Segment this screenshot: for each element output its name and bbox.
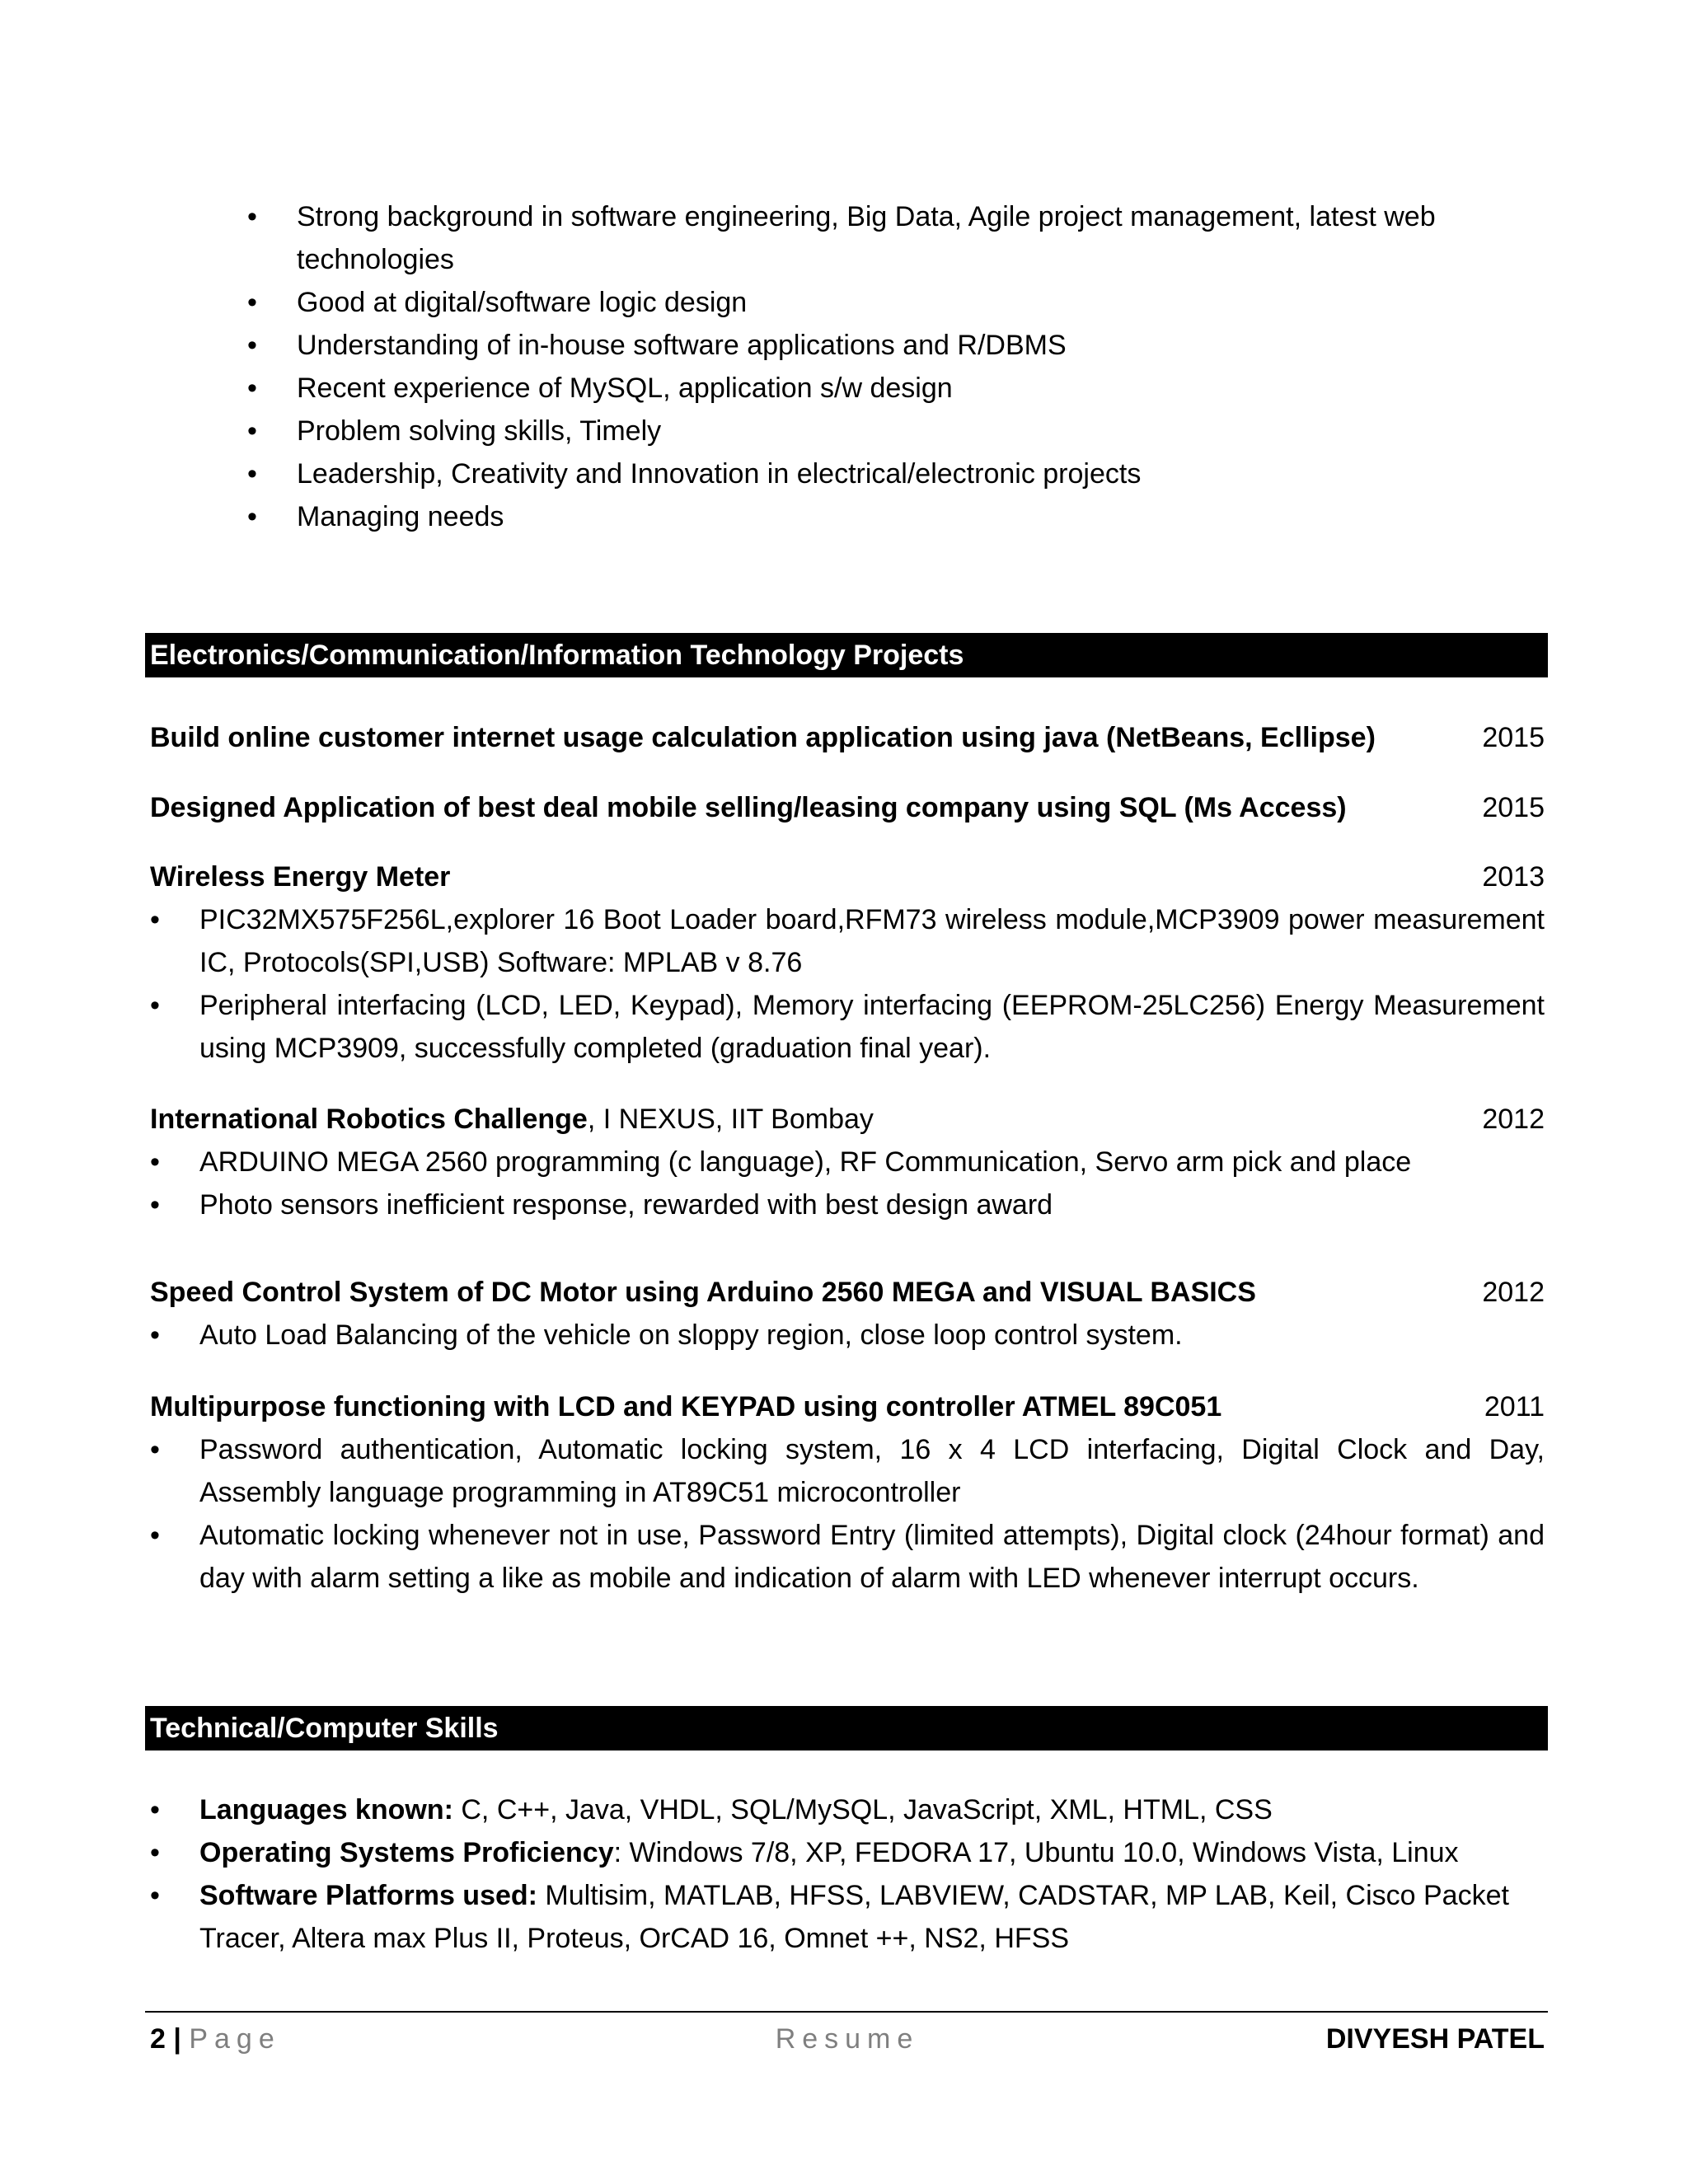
list-item	[150, 1788, 1545, 1831]
project-year: 2015	[1482, 792, 1545, 823]
list-item: • Good at digital/software logic design	[247, 281, 1484, 324]
skill-text: C, C++, Java, VHDL, SQL/MySQL, JavaScript, XML, HTML, CSS	[452, 1794, 1273, 1825]
project-bullets	[150, 1314, 1545, 1357]
project-entry	[150, 1385, 1545, 1600]
list-item: • Leadership, Creativity and Innovation in electrical/electronic projects	[247, 452, 1484, 495]
project-title: Designed Application of best deal mobile selling/leasing company using SQL (Ms Access)	[150, 792, 1347, 823]
skills-list	[150, 1788, 1545, 1960]
skill-label: Languages known:	[199, 1794, 453, 1825]
bullet-icon: •	[247, 415, 257, 447]
project-entry	[150, 1098, 1545, 1226]
project-year: 2015	[1482, 722, 1545, 753]
bullet-icon: •	[150, 1880, 160, 1911]
project-bullets	[150, 898, 1545, 1070]
bullet-icon: •	[150, 1319, 160, 1351]
list-item: • Strong background in software engineering, Big Data, Agile project management, latest web technologies	[247, 195, 1484, 281]
bullet-icon: •	[150, 1520, 160, 1551]
bullet-icon: •	[247, 373, 257, 404]
project-year: 2011	[1484, 1391, 1545, 1422]
project-entry	[150, 716, 1545, 759]
project-entry	[150, 786, 1545, 829]
bullet-icon: •	[247, 287, 257, 318]
project-title: Build online customer internet usage calculation application using java (NetBeans, Ecllipse)	[150, 722, 1376, 753]
footer-separator: |	[173, 2023, 181, 2055]
page-label: Page	[189, 2023, 281, 2055]
page-footer	[150, 2018, 1545, 2060]
bullet-icon: •	[247, 458, 257, 490]
author-name: DIVYESH PATEL	[1325, 2023, 1545, 2055]
projects-section-heading: Electronics/Communication/Information Technology Projects	[145, 633, 1548, 677]
project-entry	[150, 855, 1545, 1070]
project-year: 2012	[1482, 1277, 1545, 1308]
list-item: • Problem solving skills, Timely	[247, 410, 1484, 452]
bullet-icon: •	[150, 1434, 160, 1465]
bullet-icon: •	[247, 201, 257, 232]
project-title: Speed Control System of DC Motor using Arduino 2560 MEGA and VISUAL BASICS	[150, 1277, 1256, 1308]
list-item: • PIC32MX575F256L,explorer 16 Boot Loader board,RFM73 wireless module,MCP3909 power measurement IC, Protocols(SPI,USB) Software: MPLAB v 8.76	[150, 898, 1545, 984]
project-title: International Robotics Challenge	[150, 1104, 588, 1135]
bullet-icon: •	[150, 990, 160, 1021]
project-entry	[150, 1271, 1545, 1357]
skill-text: : Windows 7/8, XP, FEDORA 17, Ubuntu 10.0, Windows Vista, Linux	[613, 1837, 1459, 1868]
bullet-icon: •	[247, 501, 257, 532]
list-item: • Managing needs	[247, 495, 1484, 538]
list-item: • Recent experience of MySQL, application s/w design	[247, 367, 1484, 410]
project-bullets	[150, 1428, 1545, 1600]
skill-text: Multisim, MATLAB, HFSS, LABVIEW, CADSTAR, MP LAB, Keil, Cisco Packet Tracer, Altera max Plus II, Proteus, OrCAD 16, Omnet ++, NS2, HFSS	[199, 1880, 1509, 1954]
footer-center-label: Resume	[775, 2023, 920, 2055]
bullet-icon: •	[150, 1837, 160, 1868]
bullet-icon: •	[247, 330, 257, 361]
project-title: Multipurpose functioning with LCD and KEYPAD using controller ATMEL 89C051	[150, 1391, 1222, 1422]
project-title: Wireless Energy Meter	[150, 861, 451, 893]
skills-section-heading: Technical/Computer Skills	[145, 1706, 1548, 1750]
list-item: • Peripheral interfacing (LCD, LED, Keypad), Memory interfacing (EEPROM-25LC256) Energy Measurement using MCP3909, successfully completed (graduation final year).	[150, 984, 1545, 1070]
bullet-icon: •	[150, 1189, 160, 1221]
list-item	[150, 1874, 1545, 1960]
list-item: • Photo sensors inefficient response, rewarded with best design award	[150, 1183, 1545, 1226]
list-item: • Automatic locking whenever not in use, Password Entry (limited attempts), Digital clock (24hour format) and day with alarm setting a like as mobile and indication of alarm with LED whenever interrupt occurs.	[150, 1514, 1545, 1600]
page-number: 2	[150, 2023, 166, 2055]
list-item: • Understanding of in-house software applications and R/DBMS	[247, 324, 1484, 367]
list-item: • ARDUINO MEGA 2560 programming (c language), RF Communication, Servo arm pick and place	[150, 1141, 1545, 1183]
project-year: 2012	[1482, 1104, 1545, 1135]
project-venue: , I NEXUS, IIT Bombay	[587, 1104, 874, 1135]
footer-divider	[145, 2011, 1548, 2013]
list-item: • Password authentication, Automatic locking system, 16 x 4 LCD interfacing, Digital Clock and Day, Assembly language programming in AT89C51 microcontroller	[150, 1428, 1545, 1514]
strengths-list	[247, 195, 1484, 538]
skill-label: Software Platforms used:	[199, 1880, 537, 1911]
list-item	[150, 1831, 1545, 1874]
skill-label: Operating Systems Proficiency	[199, 1837, 614, 1868]
list-item: • Auto Load Balancing of the vehicle on sloppy region, close loop control system.	[150, 1314, 1545, 1357]
bullet-icon: •	[150, 1146, 160, 1178]
bullet-icon: •	[150, 904, 160, 935]
project-year: 2013	[1482, 861, 1545, 893]
project-bullets	[150, 1141, 1545, 1226]
bullet-icon: •	[150, 1794, 160, 1825]
